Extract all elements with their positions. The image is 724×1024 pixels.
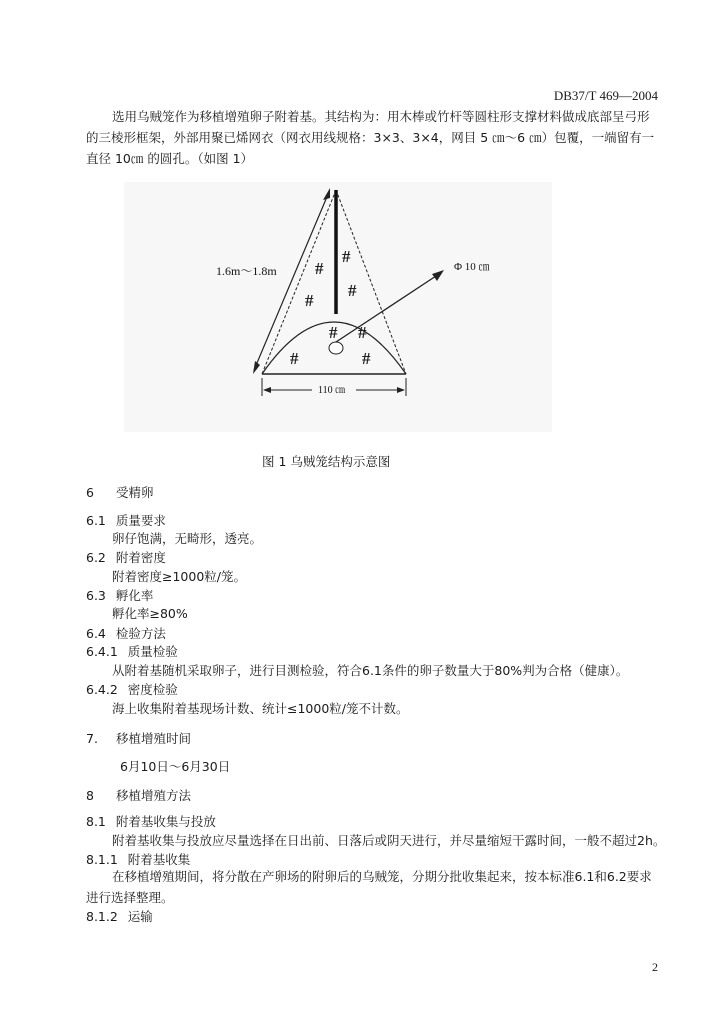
section-6-4-2-heading [86,680,178,698]
section-number: 6.4.1 [86,644,118,659]
section-number: 8.1.1 [86,852,118,867]
page-number: 2 [652,960,658,974]
intro-paragraph: 选用乌贼笼作为移植增殖卵子附着基。其结构为：用木棒或竹杆等圆柱形支撑材料做成底部呈弓形的三棱形框架，外部用聚已烯网衣（网衣用线规格：3×3、3×4，网目 5 ㎝～6 ㎝）包覆，一端留有一直径 10㎝ 的圆孔。（如图 1） [86,109,655,166]
section-8-1-1-body: 在移植增殖期间，将分散在产卵场的附卵后的乌贼笼，分期分批收集起来，按本标准6.1和6.2要求进行选择整理。 [86,869,652,905]
section-6-heading [86,483,154,501]
mesh-symbol: # [329,323,338,342]
section-number: 6.4 [86,626,106,641]
section-number: 6.4.2 [86,682,118,697]
section-number: 7. [86,731,98,746]
section-number: 6 [86,485,94,500]
section-number: 6.2 [86,550,106,565]
section-8-heading [86,786,191,804]
document-code: DB37/T 469—2004 [553,88,658,103]
width-label: 110 ㎝ [318,385,346,396]
section-6-4-1-heading [86,642,178,660]
section-title: 质量要求 [115,513,166,528]
section-6-4-heading [86,624,166,642]
hole-diameter-label: Φ 10 ㎝ [454,261,490,273]
section-title: 运输 [127,909,153,924]
section-title: 附着基收集 [127,852,191,867]
section-title: 质量检验 [127,644,178,659]
section-6-4-1-body: 从附着基随机采取卵子，进行目测检验，符合6.1条件的卵子数量大于80%判为合格（健康）。 [112,663,629,678]
section-title: 附着密度 [115,550,166,565]
section-title: 移植增殖方法 [115,788,191,803]
section-number: 8.1 [86,814,106,829]
figure-caption: 图 1 乌贼笼结构示意图 [262,454,391,469]
section-8-1-body: 附着基收集与投放应尽量选择在日出前、日落后或阴天进行，并尽量缩短干露时间，一般不超过2h。 [112,833,666,848]
section-7-body: 6月10日～6月30日 [120,759,231,774]
section-number: 6.3 [86,588,106,603]
section-title: 受精卵 [115,485,154,500]
section-6-3-heading [86,586,153,604]
section-number: 8 [86,788,94,803]
section-title: 孵化率 [115,588,154,603]
section-title: 移植增殖时间 [115,731,191,746]
hole-circle [329,342,343,354]
mesh-symbol: # [362,349,371,368]
mesh-symbol: # [315,259,324,278]
section-title: 密度检验 [127,682,178,697]
section-6-4-2-body: 海上收集附着基现场计数、统计≤1000粒/笼不计数。 [112,701,409,716]
section-6-1-heading [86,511,166,529]
section-8-1-2-heading [86,907,153,925]
mesh-symbol: # [358,323,367,342]
cage-diagram-svg [124,182,552,432]
section-8-1-heading [86,812,216,830]
section-title: 附着基收集与投放 [115,814,216,829]
figure-cage-diagram [124,182,552,432]
section-number: 8.1.2 [86,909,118,924]
section-title: 检验方法 [115,626,166,641]
height-label: 1.6m～1.8m [216,264,277,278]
mesh-symbol: # [348,281,357,300]
section-7-heading [86,729,191,747]
mesh-symbol: # [305,291,314,310]
section-6-3-body: 孵化率≥80% [112,606,188,621]
section-6-2-heading [86,548,166,566]
mesh-symbol: # [290,349,299,368]
section-number: 6.1 [86,513,106,528]
section-6-1-body: 卵仔饱满，无畸形，透亮。 [112,531,263,546]
section-6-2-body: 附着密度≥1000粒/笼。 [112,569,246,584]
mesh-symbol: # [342,247,351,266]
